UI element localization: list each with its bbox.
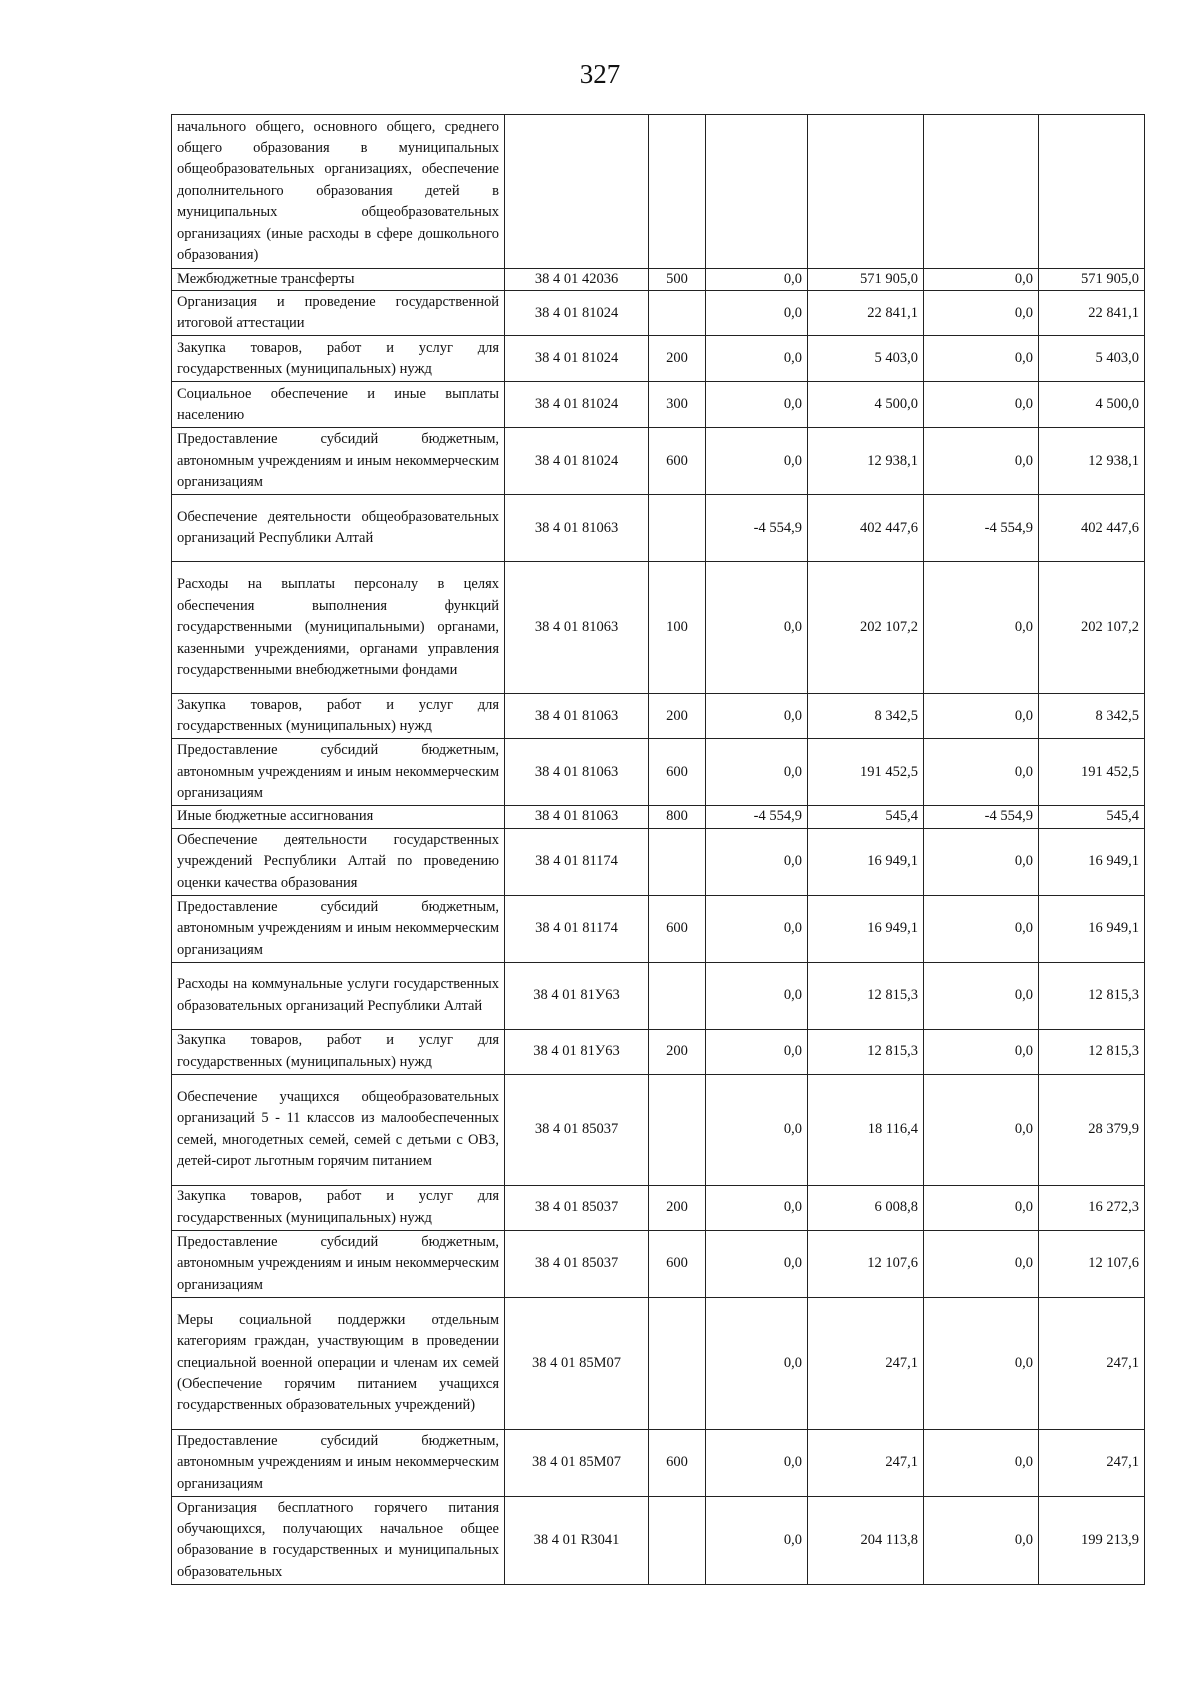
expense-type: 600 [649,428,706,495]
amount-total-1: 6 008,8 [808,1185,924,1230]
amount-total-1: 5 403,0 [808,336,924,382]
amount-total-2: 12 815,3 [1039,1029,1145,1074]
amount-total-1: 8 342,5 [808,694,924,739]
amount-change-1: 0,0 [706,895,808,962]
expense-name: Организация бесплатного горячего питания обучающихся, получающих начальное общее образование в государственных и муниципальных образовательных [172,1496,505,1584]
amount-total-2: 402 447,6 [1039,495,1145,562]
amount-change-2: 0,0 [924,336,1039,382]
table-row [172,895,1145,962]
expense-type: 200 [649,336,706,382]
budget-code: 38 4 01 81063 [505,806,649,828]
budget-code: 38 4 01 81174 [505,828,649,895]
amount-change-2: 0,0 [924,562,1039,694]
amount-total-1: 18 116,4 [808,1074,924,1185]
table-row [172,269,1145,291]
amount-total-2: 4 500,0 [1039,382,1145,428]
budget-code: 38 4 01 81063 [505,495,649,562]
expense-name: Закупка товаров, работ и услуг для государственных (муниципальных) нужд [172,1029,505,1074]
table-row [172,962,1145,1029]
amount-total-1: 545,4 [808,806,924,828]
amount-change-2: 0,0 [924,739,1039,806]
amount-total-2: 12 107,6 [1039,1230,1145,1297]
expense-type [649,1074,706,1185]
budget-code: 38 4 01 81174 [505,895,649,962]
expense-name: Обеспечение деятельности общеобразовательных организаций Республики Алтай [172,495,505,562]
amount-change-2: 0,0 [924,291,1039,336]
budget-code: 38 4 01 81024 [505,382,649,428]
expense-type [649,1297,706,1429]
expense-type [649,828,706,895]
table-row [172,1429,1145,1496]
amount-total-1: 202 107,2 [808,562,924,694]
expense-name: Социальное обеспечение и иные выплаты населению [172,382,505,428]
amount-total-2: 12 938,1 [1039,428,1145,495]
expense-type: 600 [649,895,706,962]
budget-code: 38 4 01 81У63 [505,962,649,1029]
amount-change-1: 0,0 [706,428,808,495]
amount-total-1: 571 905,0 [808,269,924,291]
amount-change-2: 0,0 [924,1429,1039,1496]
expense-type [649,291,706,336]
amount-total-2: 28 379,9 [1039,1074,1145,1185]
amount-total-2 [1039,115,1145,269]
expense-type: 600 [649,1230,706,1297]
amount-total-1 [808,115,924,269]
amount-change-1: 0,0 [706,962,808,1029]
amount-change-1: 0,0 [706,1230,808,1297]
expense-name: Обеспечение учащихся общеобразовательных организаций 5 - 11 классов из малообеспеченных семей, многодетных семей, семей с детьми с ОВЗ, детей-сирот льготным горячим питанием [172,1074,505,1185]
expense-type: 800 [649,806,706,828]
amount-change-2: 0,0 [924,694,1039,739]
amount-total-1: 12 107,6 [808,1230,924,1297]
budget-table [171,114,1145,1585]
amount-total-2: 199 213,9 [1039,1496,1145,1584]
amount-change-1: 0,0 [706,382,808,428]
expense-name: Расходы на коммунальные услуги государственных образовательных организаций Республики Алтай [172,962,505,1029]
budget-code: 38 4 01 81024 [505,336,649,382]
expense-type: 600 [649,739,706,806]
expense-name: Иные бюджетные ассигнования [172,806,505,828]
expense-type [649,115,706,269]
expense-name: начального общего, основного общего, среднего общего образования в муниципальных общеобразовательных организациях, обеспечение дополнительного образования детей в муниципальных общеобразовательных организациях (иные расходы в сфере дошкольного образования) [172,115,505,269]
budget-code: 38 4 01 85037 [505,1185,649,1230]
expense-type: 500 [649,269,706,291]
expense-type: 200 [649,694,706,739]
amount-change-2: 0,0 [924,1297,1039,1429]
expense-type [649,495,706,562]
expense-type: 200 [649,1185,706,1230]
budget-code: 38 4 01 81У63 [505,1029,649,1074]
amount-total-1: 204 113,8 [808,1496,924,1584]
amount-change-1 [706,115,808,269]
expense-name: Предоставление субсидий бюджетным, автономным учреждениям и иным некоммерческим организациям [172,1230,505,1297]
amount-change-2: -4 554,9 [924,806,1039,828]
table-row [172,806,1145,828]
budget-code: 38 4 01 85037 [505,1230,649,1297]
expense-name: Предоставление субсидий бюджетным, автономным учреждениям и иным некоммерческим организациям [172,895,505,962]
table-row [172,1297,1145,1429]
amount-total-2: 571 905,0 [1039,269,1145,291]
page-number: 327 [579,59,621,89]
expense-name: Предоставление субсидий бюджетным, автономным учреждениям и иным некоммерческим организациям [172,1429,505,1496]
amount-change-2: 0,0 [924,1074,1039,1185]
amount-change-1: 0,0 [706,694,808,739]
amount-change-2: 0,0 [924,828,1039,895]
budget-code: 38 4 01 42036 [505,269,649,291]
expense-type [649,1496,706,1584]
expense-name: Межбюджетные трансферты [172,269,505,291]
amount-change-2 [924,115,1039,269]
table-row [172,336,1145,382]
amount-total-1: 402 447,6 [808,495,924,562]
expense-name: Закупка товаров, работ и услуг для государственных (муниципальных) нужд [172,694,505,739]
budget-code: 38 4 01 81063 [505,694,649,739]
amount-total-1: 12 938,1 [808,428,924,495]
amount-total-2: 8 342,5 [1039,694,1145,739]
amount-total-2: 12 815,3 [1039,962,1145,1029]
table-row [172,1496,1145,1584]
expense-name: Предоставление субсидий бюджетным, автономным учреждениям и иным некоммерческим организациям [172,739,505,806]
amount-total-2: 16 949,1 [1039,828,1145,895]
amount-change-1: 0,0 [706,1496,808,1584]
table-row [172,428,1145,495]
table-row [172,828,1145,895]
amount-change-1: -4 554,9 [706,495,808,562]
amount-change-2: 0,0 [924,1230,1039,1297]
expense-name: Закупка товаров, работ и услуг для государственных (муниципальных) нужд [172,336,505,382]
expense-name: Организация и проведение государственной итоговой аттестации [172,291,505,336]
amount-change-1: 0,0 [706,828,808,895]
budget-code: 38 4 01 81063 [505,739,649,806]
budget-code: 38 4 01 81024 [505,428,649,495]
amount-change-1: 0,0 [706,1074,808,1185]
expense-name: Обеспечение деятельности государственных учреждений Республики Алтай по проведению оценки качества образования [172,828,505,895]
table-row [172,1185,1145,1230]
table-row [172,562,1145,694]
expense-type [649,962,706,1029]
amount-change-1: 0,0 [706,269,808,291]
table-row [172,739,1145,806]
amount-total-2: 5 403,0 [1039,336,1145,382]
expense-name: Закупка товаров, работ и услуг для государственных (муниципальных) нужд [172,1185,505,1230]
amount-total-2: 247,1 [1039,1429,1145,1496]
amount-change-2: 0,0 [924,269,1039,291]
amount-change-1: 0,0 [706,1185,808,1230]
amount-total-1: 12 815,3 [808,962,924,1029]
expense-type: 200 [649,1029,706,1074]
amount-total-1: 12 815,3 [808,1029,924,1074]
table-row [172,1230,1145,1297]
amount-change-1: 0,0 [706,1029,808,1074]
budget-code [505,115,649,269]
amount-change-1: 0,0 [706,739,808,806]
table-row [172,1074,1145,1185]
amount-total-2: 202 107,2 [1039,562,1145,694]
amount-change-1: 0,0 [706,1297,808,1429]
amount-total-2: 16 272,3 [1039,1185,1145,1230]
amount-change-2: -4 554,9 [924,495,1039,562]
table-row [172,382,1145,428]
amount-change-1: 0,0 [706,336,808,382]
amount-change-1: -4 554,9 [706,806,808,828]
expense-type: 300 [649,382,706,428]
amount-total-1: 4 500,0 [808,382,924,428]
amount-total-1: 247,1 [808,1429,924,1496]
table-row [172,291,1145,336]
budget-table-body [172,115,1145,1585]
expense-type: 100 [649,562,706,694]
amount-change-2: 0,0 [924,1185,1039,1230]
amount-change-2: 0,0 [924,382,1039,428]
budget-code: 38 4 01 85037 [505,1074,649,1185]
amount-change-2: 0,0 [924,962,1039,1029]
amount-total-1: 22 841,1 [808,291,924,336]
amount-change-1: 0,0 [706,291,808,336]
amount-change-1: 0,0 [706,562,808,694]
amount-total-2: 247,1 [1039,1297,1145,1429]
amount-change-2: 0,0 [924,895,1039,962]
table-row [172,115,1145,269]
budget-code: 38 4 01 85М07 [505,1297,649,1429]
amount-total-1: 16 949,1 [808,828,924,895]
amount-total-1: 16 949,1 [808,895,924,962]
amount-total-1: 247,1 [808,1297,924,1429]
table-row [172,495,1145,562]
amount-change-2: 0,0 [924,1496,1039,1584]
amount-total-2: 16 949,1 [1039,895,1145,962]
amount-total-2: 22 841,1 [1039,291,1145,336]
amount-change-2: 0,0 [924,1029,1039,1074]
amount-total-1: 191 452,5 [808,739,924,806]
expense-type: 600 [649,1429,706,1496]
budget-code: 38 4 01 81024 [505,291,649,336]
budget-code: 38 4 01 R3041 [505,1496,649,1584]
table-row [172,694,1145,739]
budget-code: 38 4 01 85М07 [505,1429,649,1496]
amount-total-2: 191 452,5 [1039,739,1145,806]
expense-name: Расходы на выплаты персоналу в целях обеспечения выполнения функций государственными (муниципальными) органами, казенными учреждениями, органами управления государственными внебюджетными фондами [172,562,505,694]
budget-code: 38 4 01 81063 [505,562,649,694]
table-row [172,1029,1145,1074]
amount-change-2: 0,0 [924,428,1039,495]
expense-name: Предоставление субсидий бюджетным, автономным учреждениям и иным некоммерческим организациям [172,428,505,495]
expense-name: Меры социальной поддержки отдельным категориям граждан, участвующим в проведении специальной военной операции и членам их семей (Обеспечение горячим питанием учащихся государственных образовательных учреждений) [172,1297,505,1429]
amount-change-1: 0,0 [706,1429,808,1496]
amount-total-2: 545,4 [1039,806,1145,828]
